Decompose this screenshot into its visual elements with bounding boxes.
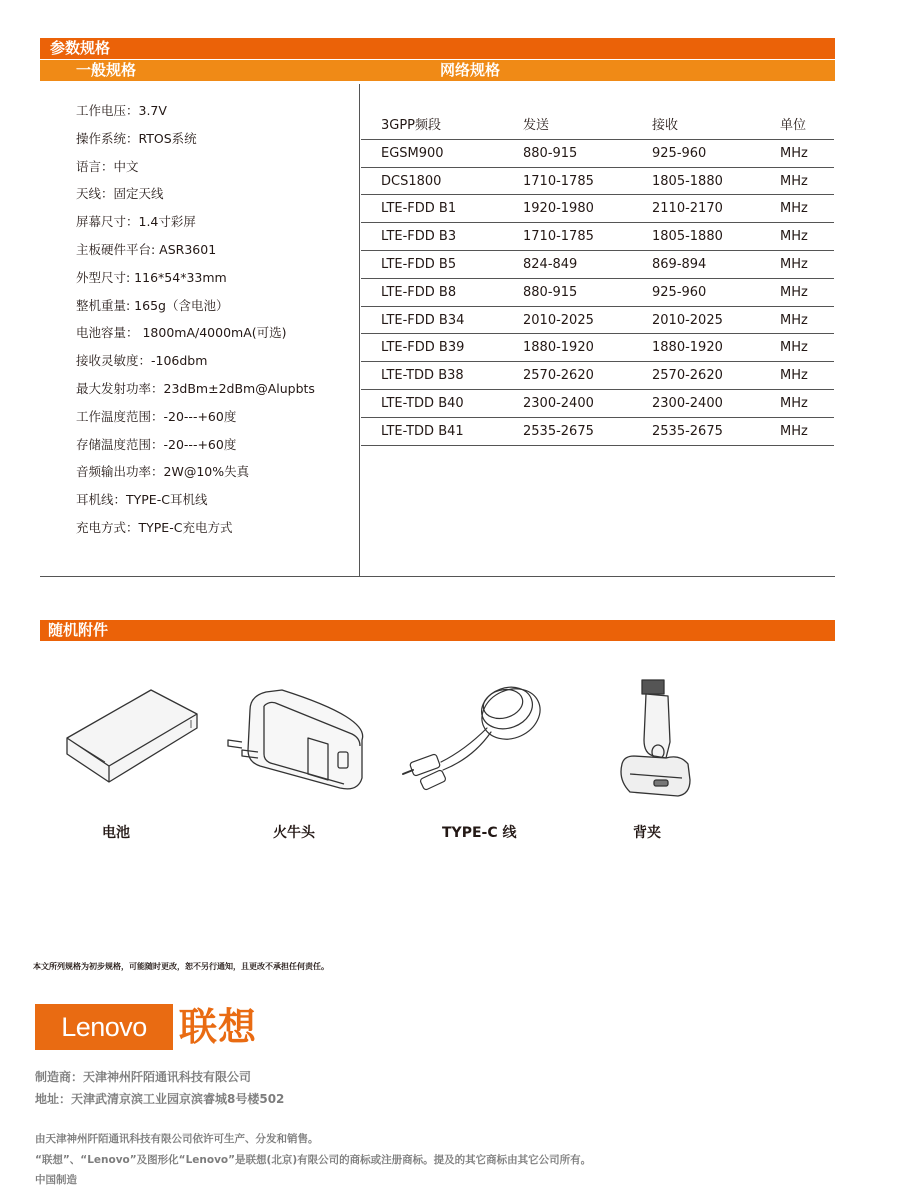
general-spec-item: 耳机线：TYPE-C耳机线 [76, 492, 208, 508]
cell-rx: 2010-2025 [652, 312, 723, 328]
usb-cable-illustration [390, 670, 560, 800]
network-spec-table [361, 112, 834, 446]
general-spec-item: 存储温度范围：-20---+60度 [76, 436, 237, 452]
header-rx: 接收 [652, 118, 679, 133]
cell-unit: MHz [780, 173, 808, 189]
table-row [361, 362, 834, 390]
cell-rx: 2110-2170 [652, 201, 723, 217]
general-spec-heading: 一般规格 [76, 61, 137, 79]
general-spec-item: 电池容量： 1800mA/4000mA(可选) [76, 325, 287, 341]
cell-band: LTE-FDD B5 [381, 256, 457, 272]
cell-unit: MHz [780, 368, 808, 384]
origin-line: 中国制造 [35, 1174, 77, 1186]
cell-band: LTE-FDD B34 [381, 312, 465, 328]
column-divider [359, 84, 360, 576]
cell-unit: MHz [780, 312, 808, 328]
spec-subheader-bar [40, 60, 835, 81]
accessory-label-clip: 背夹 [633, 825, 661, 841]
cell-rx: 2570-2620 [652, 368, 723, 384]
general-spec-item: 接收灵敏度：-106dbm [76, 353, 208, 369]
cell-band: DCS1800 [381, 173, 442, 189]
cell-tx: 2535-2675 [523, 423, 594, 439]
network-spec-heading: 网络规格 [440, 61, 501, 79]
cell-tx: 2010-2025 [523, 312, 594, 328]
belt-clip-icon [570, 670, 730, 800]
charger-icon [220, 670, 380, 800]
general-spec-item: 音频输出功率：2W@10%失真 [76, 464, 250, 480]
general-spec-item: 操作系统：RTOS系统 [76, 130, 197, 146]
cell-rx: 1805-1880 [652, 229, 723, 245]
belt-clip-illustration [565, 670, 735, 800]
cell-tx: 1710-1785 [523, 229, 594, 245]
general-spec-item: 工作电压：3.7V [76, 103, 167, 118]
cell-band: LTE-TDD B38 [381, 368, 464, 384]
general-spec-list [76, 97, 315, 542]
table-row [361, 223, 834, 251]
table-row [361, 334, 834, 362]
cell-band: EGSM900 [381, 145, 444, 161]
table-header-row [361, 112, 834, 140]
table-row [361, 418, 834, 446]
cell-rx: 925-960 [652, 145, 707, 161]
table-row [361, 307, 834, 335]
cell-tx: 1920-1980 [523, 201, 594, 217]
table-row [361, 195, 834, 223]
cell-tx: 2300-2400 [523, 395, 594, 411]
license-line: 由天津神州阡陌通讯科技有限公司依许可生产、分发和销售。 [35, 1133, 319, 1145]
lenovo-cn-logo: 联想 [179, 1005, 258, 1049]
cell-rx: 925-960 [652, 284, 707, 300]
header-tx: 发送 [523, 118, 550, 133]
general-spec-item: 最大发射功率：23dBm±2dBm@Alupbts [76, 380, 315, 396]
battery-icon [55, 670, 215, 800]
general-spec-item: 整机重量: 165g（含电池） [76, 297, 229, 313]
cell-band: LTE-FDD B39 [381, 340, 465, 356]
cell-unit: MHz [780, 201, 808, 217]
lenovo-logo: Lenovo [35, 1004, 173, 1050]
cell-band: LTE-TDD B40 [381, 395, 464, 411]
charger-illustration [215, 670, 385, 800]
cell-band: LTE-FDD B8 [381, 284, 457, 300]
cell-rx: 2535-2675 [652, 423, 723, 439]
cell-unit: MHz [780, 423, 808, 439]
general-spec-item: 外型尺寸: 116*54*33mm [76, 269, 227, 285]
cell-rx: 869-894 [652, 256, 707, 272]
cell-tx: 2570-2620 [523, 368, 594, 384]
general-spec-item: 屏幕尺寸：1.4寸彩屏 [76, 214, 196, 230]
general-spec-item: 语言：中文 [76, 158, 139, 174]
cell-rx: 1805-1880 [652, 173, 723, 189]
table-row [361, 168, 834, 196]
cell-band: LTE-TDD B41 [381, 423, 464, 439]
cell-unit: MHz [780, 145, 808, 161]
cell-unit: MHz [780, 256, 808, 272]
cell-tx: 1880-1920 [523, 340, 594, 356]
header-band: 3GPP频段 [381, 118, 442, 133]
spec-section-title: 参数规格 [40, 38, 835, 59]
cell-tx: 1710-1785 [523, 173, 594, 189]
cell-tx: 880-915 [523, 284, 578, 300]
accessories-section-title: 随机附件 [40, 620, 835, 641]
table-row [361, 251, 834, 279]
general-spec-item: 工作温度范围：-20---+60度 [76, 408, 237, 424]
general-spec-item: 主板硬件平台: ASR3601 [76, 241, 217, 257]
cell-rx: 2300-2400 [652, 395, 723, 411]
cell-rx: 1880-1920 [652, 340, 723, 356]
cell-band: LTE-FDD B1 [381, 201, 457, 217]
cell-unit: MHz [780, 395, 808, 411]
address-line: 地址：天津武清京滨工业园京滨睿城8号楼502 [35, 1092, 285, 1106]
battery-illustration [50, 670, 220, 800]
table-row [361, 279, 834, 307]
general-spec-item: 充电方式：TYPE-C充电方式 [76, 519, 233, 535]
table-row [361, 390, 834, 418]
disclaimer-text: 本文所列规格为初步规格，可能随时更改，恕不另行通知，且更改不承担任何责任。 [33, 962, 329, 971]
usb-cable-icon [395, 670, 555, 800]
table-row [361, 140, 834, 168]
accessory-label-charger: 火牛头 [273, 825, 315, 841]
header-unit: 单位 [780, 118, 807, 133]
cell-unit: MHz [780, 229, 808, 245]
trademark-line: “联想”、“Lenovo”及图形化“Lenovo”是联想(北京)有限公司的商标或注册商标。提及的其它商标由其它公司所有。 [35, 1154, 592, 1166]
accessory-label-battery: 电池 [102, 825, 130, 841]
general-spec-item: 天线：固定天线 [76, 186, 164, 202]
cell-band: LTE-FDD B3 [381, 229, 457, 245]
cell-unit: MHz [780, 284, 808, 300]
accessory-label-cable: TYPE-C 线 [442, 825, 517, 841]
spec-bottom-rule [40, 576, 835, 577]
cell-tx: 880-915 [523, 145, 578, 161]
manufacturer-line: 制造商：天津神州阡陌通讯科技有限公司 [35, 1070, 252, 1084]
cell-tx: 824-849 [523, 256, 578, 272]
cell-unit: MHz [780, 340, 808, 356]
